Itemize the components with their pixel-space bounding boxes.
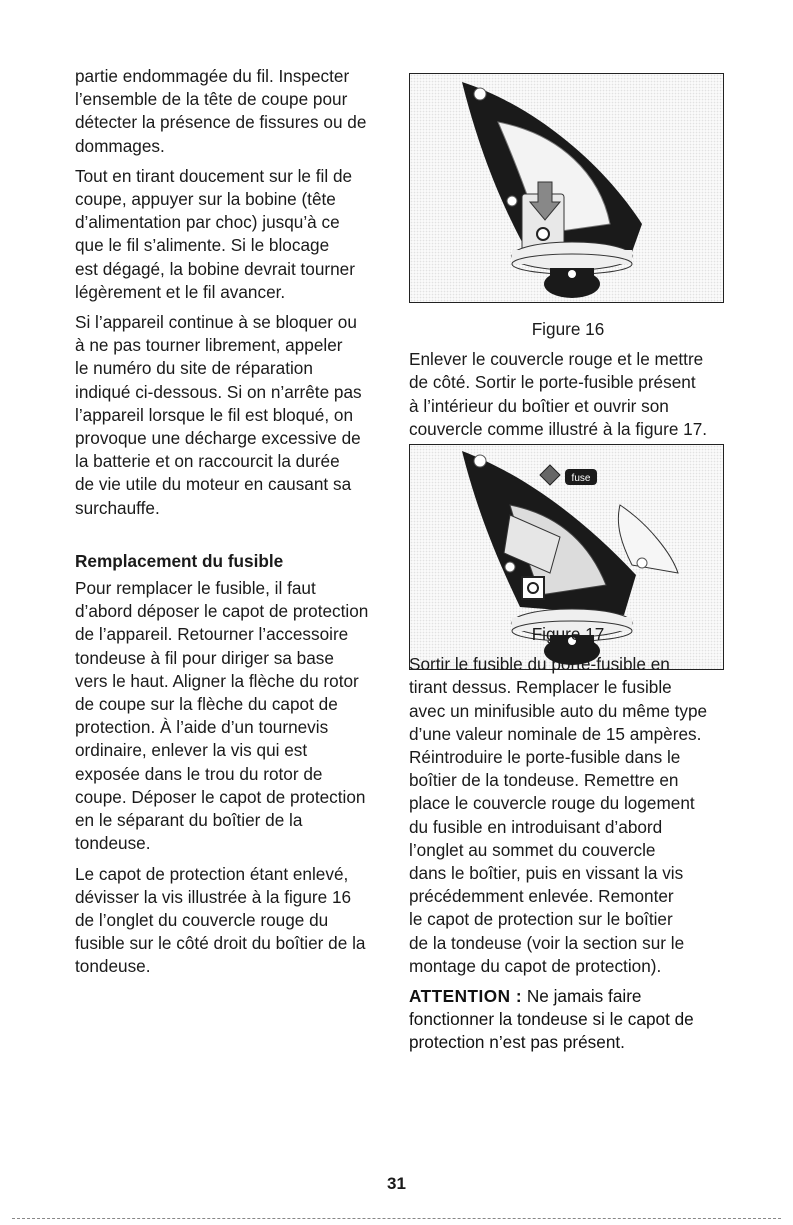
footer-divider [12,1218,781,1219]
warning-label: ATTENTION : [409,986,523,1007]
red-cover-paragraph: Enlever le couvercle rouge et le mettre de côté. Sortir le porte-fusible présent à l’intérieur du boîtier et ouvrir son couvercle comme illustré à la figure 17. [409,349,708,439]
figure-16-caption: Figure 16 [531,319,605,339]
unscrew-paragraph: Le capot de protection étant enlevé, dévisser la vis illustrée à la figure 16 de l’onglet du couvercle rouge du fusible sur le côté droit du boîtier de la tondeuse. [75,863,366,977]
right-column [409,318,727,1062]
figure-17-caption: Figure 17 [531,624,605,645]
jam-paragraph: Si l’appareil continue à se bloquer ou à ne pas tourner librement, appeler le numéro du site de réparation indiqué ci-dessous. Si on n’arrête pas l’appareil lorsque le fil est bloqué, on provoque une décharge excessive de la batterie et on raccourcit la durée de vie utile du moteur en causant sa surchauffe. [75,312,362,518]
fuse-label: fuse [571,473,591,484]
warning-text: Ne jamais faire fonctionner la tondeuse si le capot de protection n’est pas présent. [409,986,694,1053]
remove-guard-paragraph: Pour remplacer le fusible, il faut d’abord déposer le capot de protection de l’appareil. Retourner l’accessoire tondeuse à fil pour diriger sa base vers le haut. Aligner la flèche du rotor de coupe sur la flèche du capot de protection. À l’aide d’un tournevis ordinaire, enlever la vis qui est exposée dans le trou du rotor de coupe. Déposer le capot de protection en le séparant du boîtier de la tondeuse. [75,578,369,854]
page-number: 31 [387,1174,406,1193]
left-column [75,65,387,986]
replace-fuse-paragraph: Sortir le fusible du porte-fusible en tirant dessus. Remplacer le fusible avec un minifusible auto du même type d’une valeur nominale de 15 ampères. Réintroduire le porte-fusible dans le boîtier de la tondeuse. Remettre en place le couvercle rouge du logement du fusible en introduisant d’abord l’onglet au sommet du couvercle dans le boîtier, puis en vissant la vis précédemment enlevée. Remonter le capot de protection sur le boîtier de la tondeuse (voir la section sur le montage du capot de protection). [409,654,708,976]
figure-16-illustration [409,73,724,303]
warning-paragraph [409,985,727,1055]
inspect-paragraph: partie endommagée du fil. Inspecter l’ensemble de la tête de coupe pour détecter la présence de fissures ou de dommages. [75,66,367,156]
fuse-replacement-heading: Remplacement du fusible [75,550,284,571]
feed-paragraph: Tout en tirant doucement sur le fil de coupe, appuyer sur la bobine (tête d’alimentation par choc) jusqu’à ce que le fil s’alimente. Si le blocage est dégagé, la bobine devrait tourner légèrement et le fil avancer. [75,165,355,302]
